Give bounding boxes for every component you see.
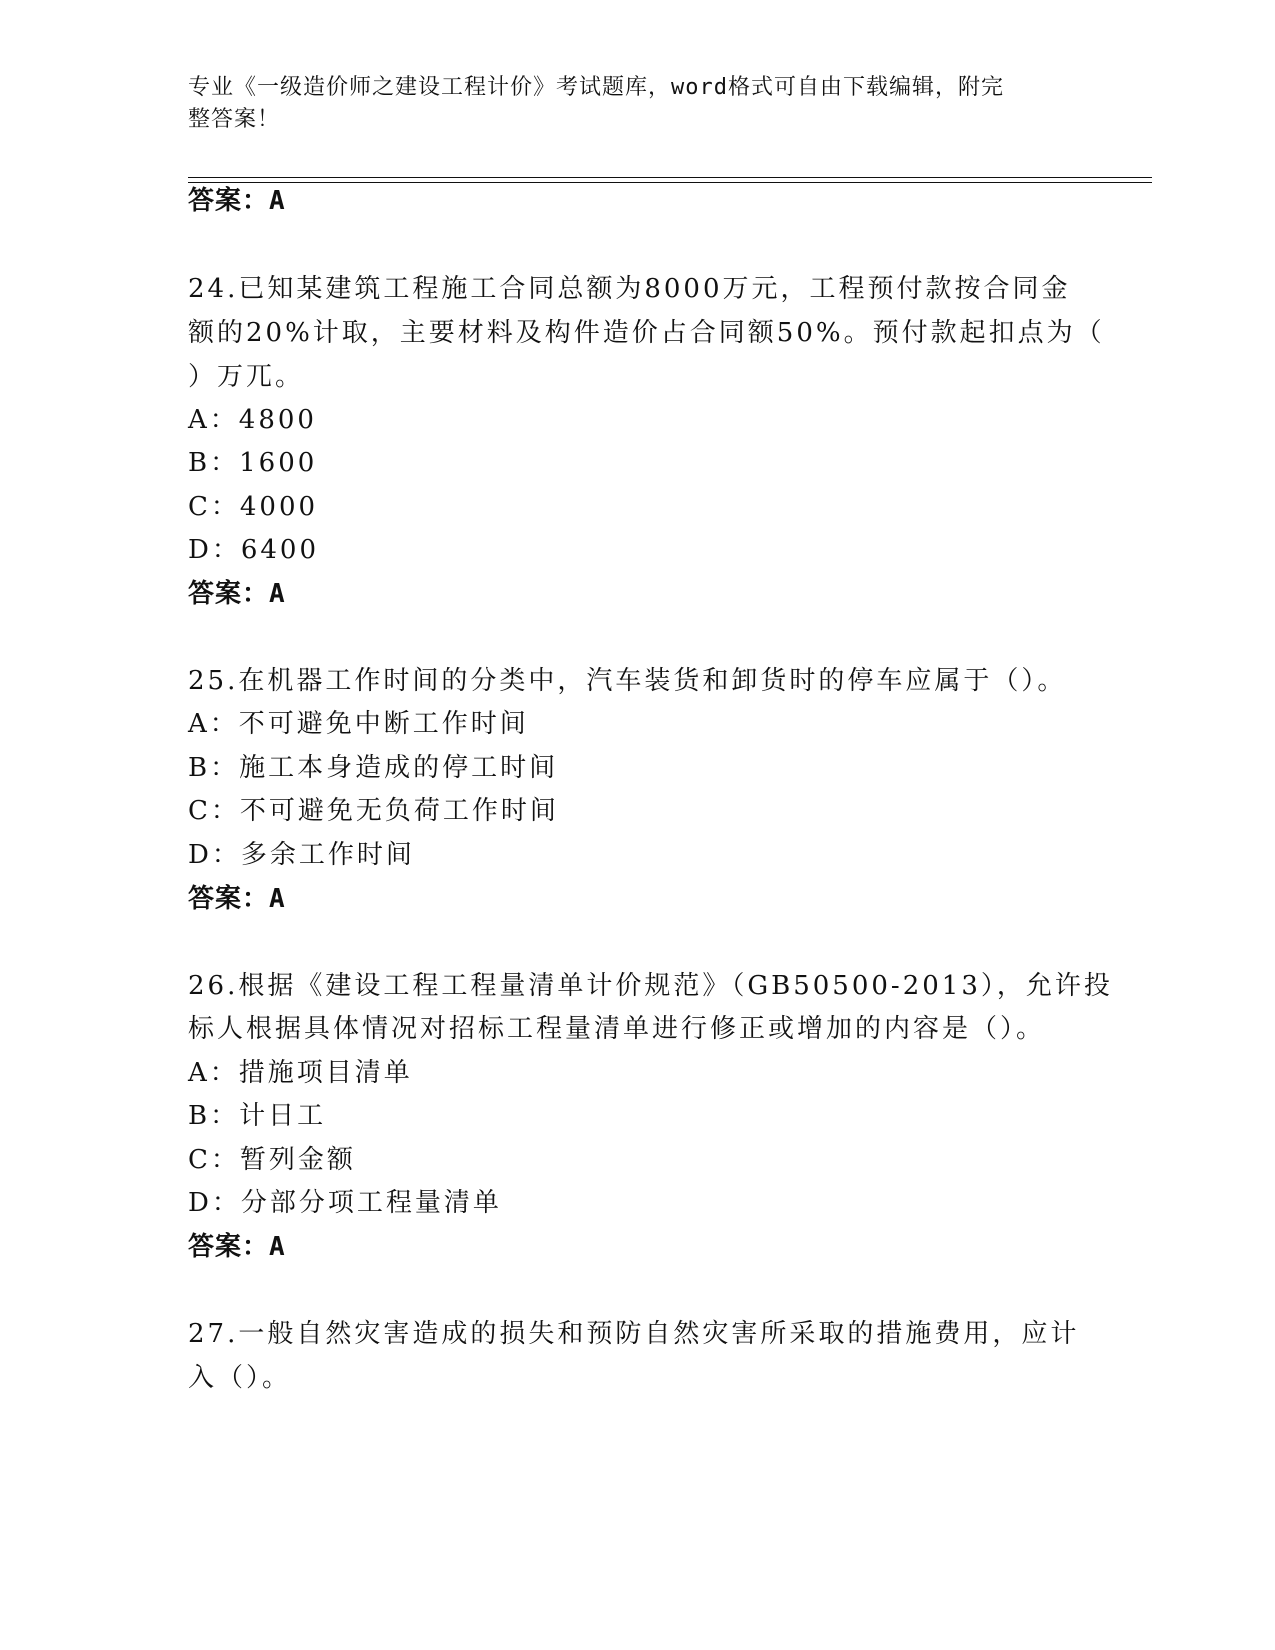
q25-answer: 答案：A xyxy=(188,884,286,914)
q24-line-2: 额的20%计取，主要材料及构件造价占合同额50%。预付款起扣点为（ xyxy=(188,318,1105,348)
q24-option-c: C：4000 xyxy=(188,492,319,522)
q25-option-b: B：施工本身造成的停工时间 xyxy=(188,753,559,783)
q26-line-1: 26.根据《建设工程工程量清单计价规范》（GB50500-2013），允许投 xyxy=(188,971,1113,1001)
header-rule-bottom xyxy=(188,182,1152,183)
answer-previous: 答案：A xyxy=(188,186,286,216)
q27-line-1: 27.一般自然灾害造成的损失和预防自然灾害所采取的措施费用，应计 xyxy=(188,1319,1080,1349)
q27-line-2: 入（）。 xyxy=(188,1363,292,1393)
header-line-2: 整答案！ xyxy=(188,107,281,132)
q25-line-1: 25.在机器工作时间的分类中，汽车装货和卸货时的停车应属于（）。 xyxy=(188,666,1067,696)
q25-option-d: D：多余工作时间 xyxy=(188,840,415,870)
q26-line-2: 标人根据具体情况对招标工程量清单进行修正或增加的内容是（）。 xyxy=(188,1014,1046,1044)
q26-answer: 答案：A xyxy=(188,1232,286,1262)
q26-option-d: D：分部分项工程量清单 xyxy=(188,1188,502,1218)
q25-option-c: C：不可避免无负荷工作时间 xyxy=(188,796,559,826)
header-rule-top xyxy=(188,177,1152,178)
header-line-1: 专业《一级造价师之建设工程计价》考试题库，word格式可自由下载编辑，附完 xyxy=(188,75,1004,100)
q26-option-a: A：措施项目清单 xyxy=(188,1058,413,1088)
q24-answer: 答案：A xyxy=(188,579,286,609)
q24-line-3: ）万兀。 xyxy=(188,362,305,392)
q24-option-b: B：1600 xyxy=(188,448,318,478)
q24-line-1: 24.已知某建筑工程施工合同总额为8000万元，工程预付款按合同金 xyxy=(188,274,1071,304)
q26-option-c: C：暂列金额 xyxy=(188,1145,356,1175)
q24-option-d: D：6400 xyxy=(188,535,320,565)
q26-option-b: B：计日工 xyxy=(188,1101,327,1131)
q24-option-a: A：4800 xyxy=(188,405,317,435)
page-header xyxy=(188,72,1068,136)
q25-option-a: A：不可避免中断工作时间 xyxy=(188,709,529,739)
